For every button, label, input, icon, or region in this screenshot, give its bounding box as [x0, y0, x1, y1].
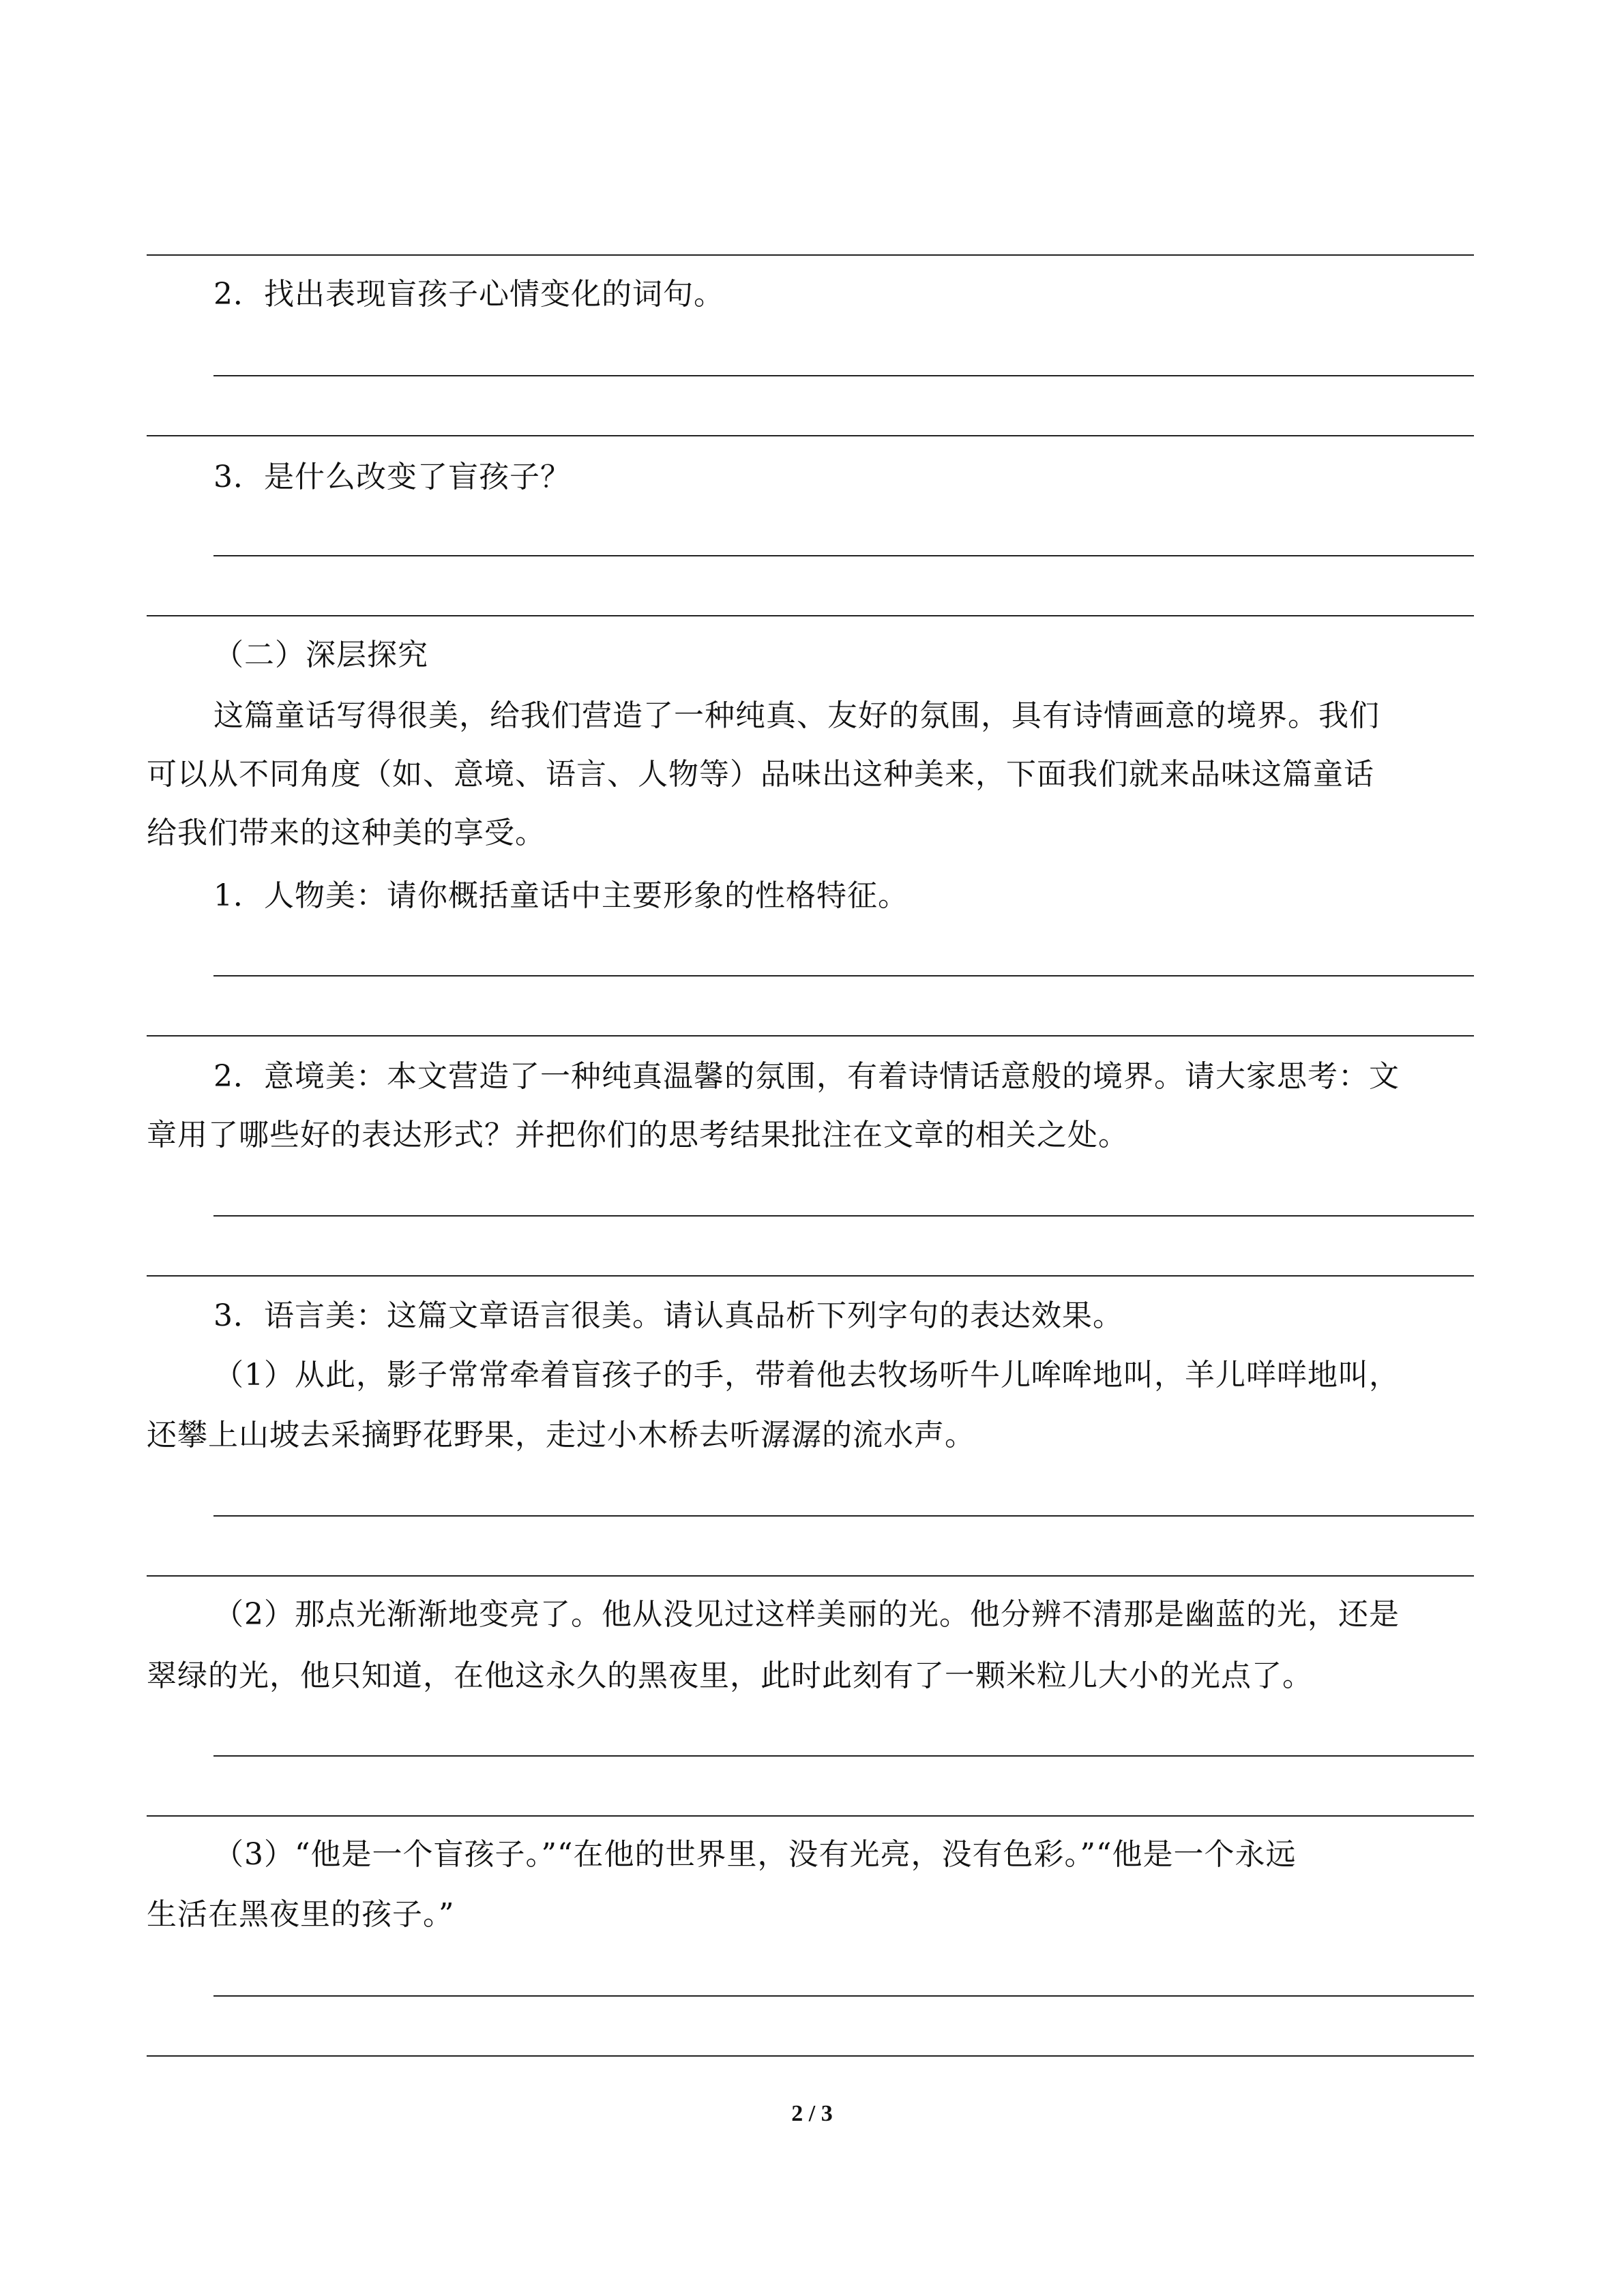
intro-paragraph-line: 这篇童话写得很美，给我们营造了一种纯真、友好的氛围，具有诗情画意的境界。我们 [213, 698, 1380, 733]
sentence-3-line: （3）“他是一个盲孩子。”“在他的世界里，没有光亮，没有色彩。”“他是一个永远 [213, 1837, 1297, 1872]
answer-line [213, 375, 1474, 376]
answer-line [213, 1515, 1474, 1517]
sentence-2-line: （2）那点光渐渐地变亮了。他从没见过这样美丽的光。他分辨不清那是幽蓝的光，还是 [213, 1597, 1400, 1632]
page-number: 2 / 3 [791, 2101, 833, 2126]
sentence-1-line: 还攀上山坡去采摘野花野果，走过小木桥去听潺潺的流水声。 [147, 1418, 975, 1452]
intro-paragraph-line: 给我们带来的这种美的享受。 [147, 816, 546, 850]
answer-line [147, 1035, 1474, 1037]
answer-line [147, 1275, 1474, 1277]
answer-line [147, 435, 1474, 436]
answer-line [147, 254, 1474, 256]
sentence-1-line: （1）从此，影子常常牵着盲孩子的手，带着他去牧场听牛儿哞哞地叫，羊儿咩咩地叫， [213, 1358, 1400, 1392]
question-mood-line: 2．意境美：本文营造了一种纯真温馨的氛围，有着诗情话意般的境界。请大家思考：文 [213, 1059, 1400, 1094]
answer-line [147, 2055, 1474, 2057]
answer-line [213, 1995, 1474, 1997]
answer-line [213, 555, 1474, 556]
answer-line [147, 1575, 1474, 1577]
sentence-3-line: 生活在黑夜里的孩子。” [147, 1897, 455, 1932]
answer-line [213, 975, 1474, 976]
question-3: 3．是什么改变了盲孩子？ [213, 460, 571, 494]
answer-line [213, 1215, 1474, 1217]
question-mood-line: 章用了哪些好的表达形式？并把你们的思考结果批注在文章的相关之处。 [147, 1118, 1129, 1152]
question-2: 2．找出表现盲孩子心情变化的词句。 [213, 277, 724, 312]
answer-line [213, 1755, 1474, 1757]
answer-line [147, 615, 1474, 616]
answer-line [147, 1815, 1474, 1817]
intro-paragraph-line: 可以从不同角度（如、意境、语言、人物等）品味出这种美来，下面我们就来品味这篇童话 [147, 757, 1374, 792]
section-heading: （二）深层探究 [213, 638, 428, 672]
question-character: 1．人物美：请你概括童话中主要形象的性格特征。 [213, 878, 909, 913]
question-language: 3．语言美：这篇文章语言很美。请认真品析下列字句的表达效果。 [213, 1298, 1123, 1333]
sentence-2-line: 翠绿的光，他只知道，在他这永久的黑夜里，此时此刻有了一颗米粒儿大小的光点了。 [147, 1658, 1313, 1693]
